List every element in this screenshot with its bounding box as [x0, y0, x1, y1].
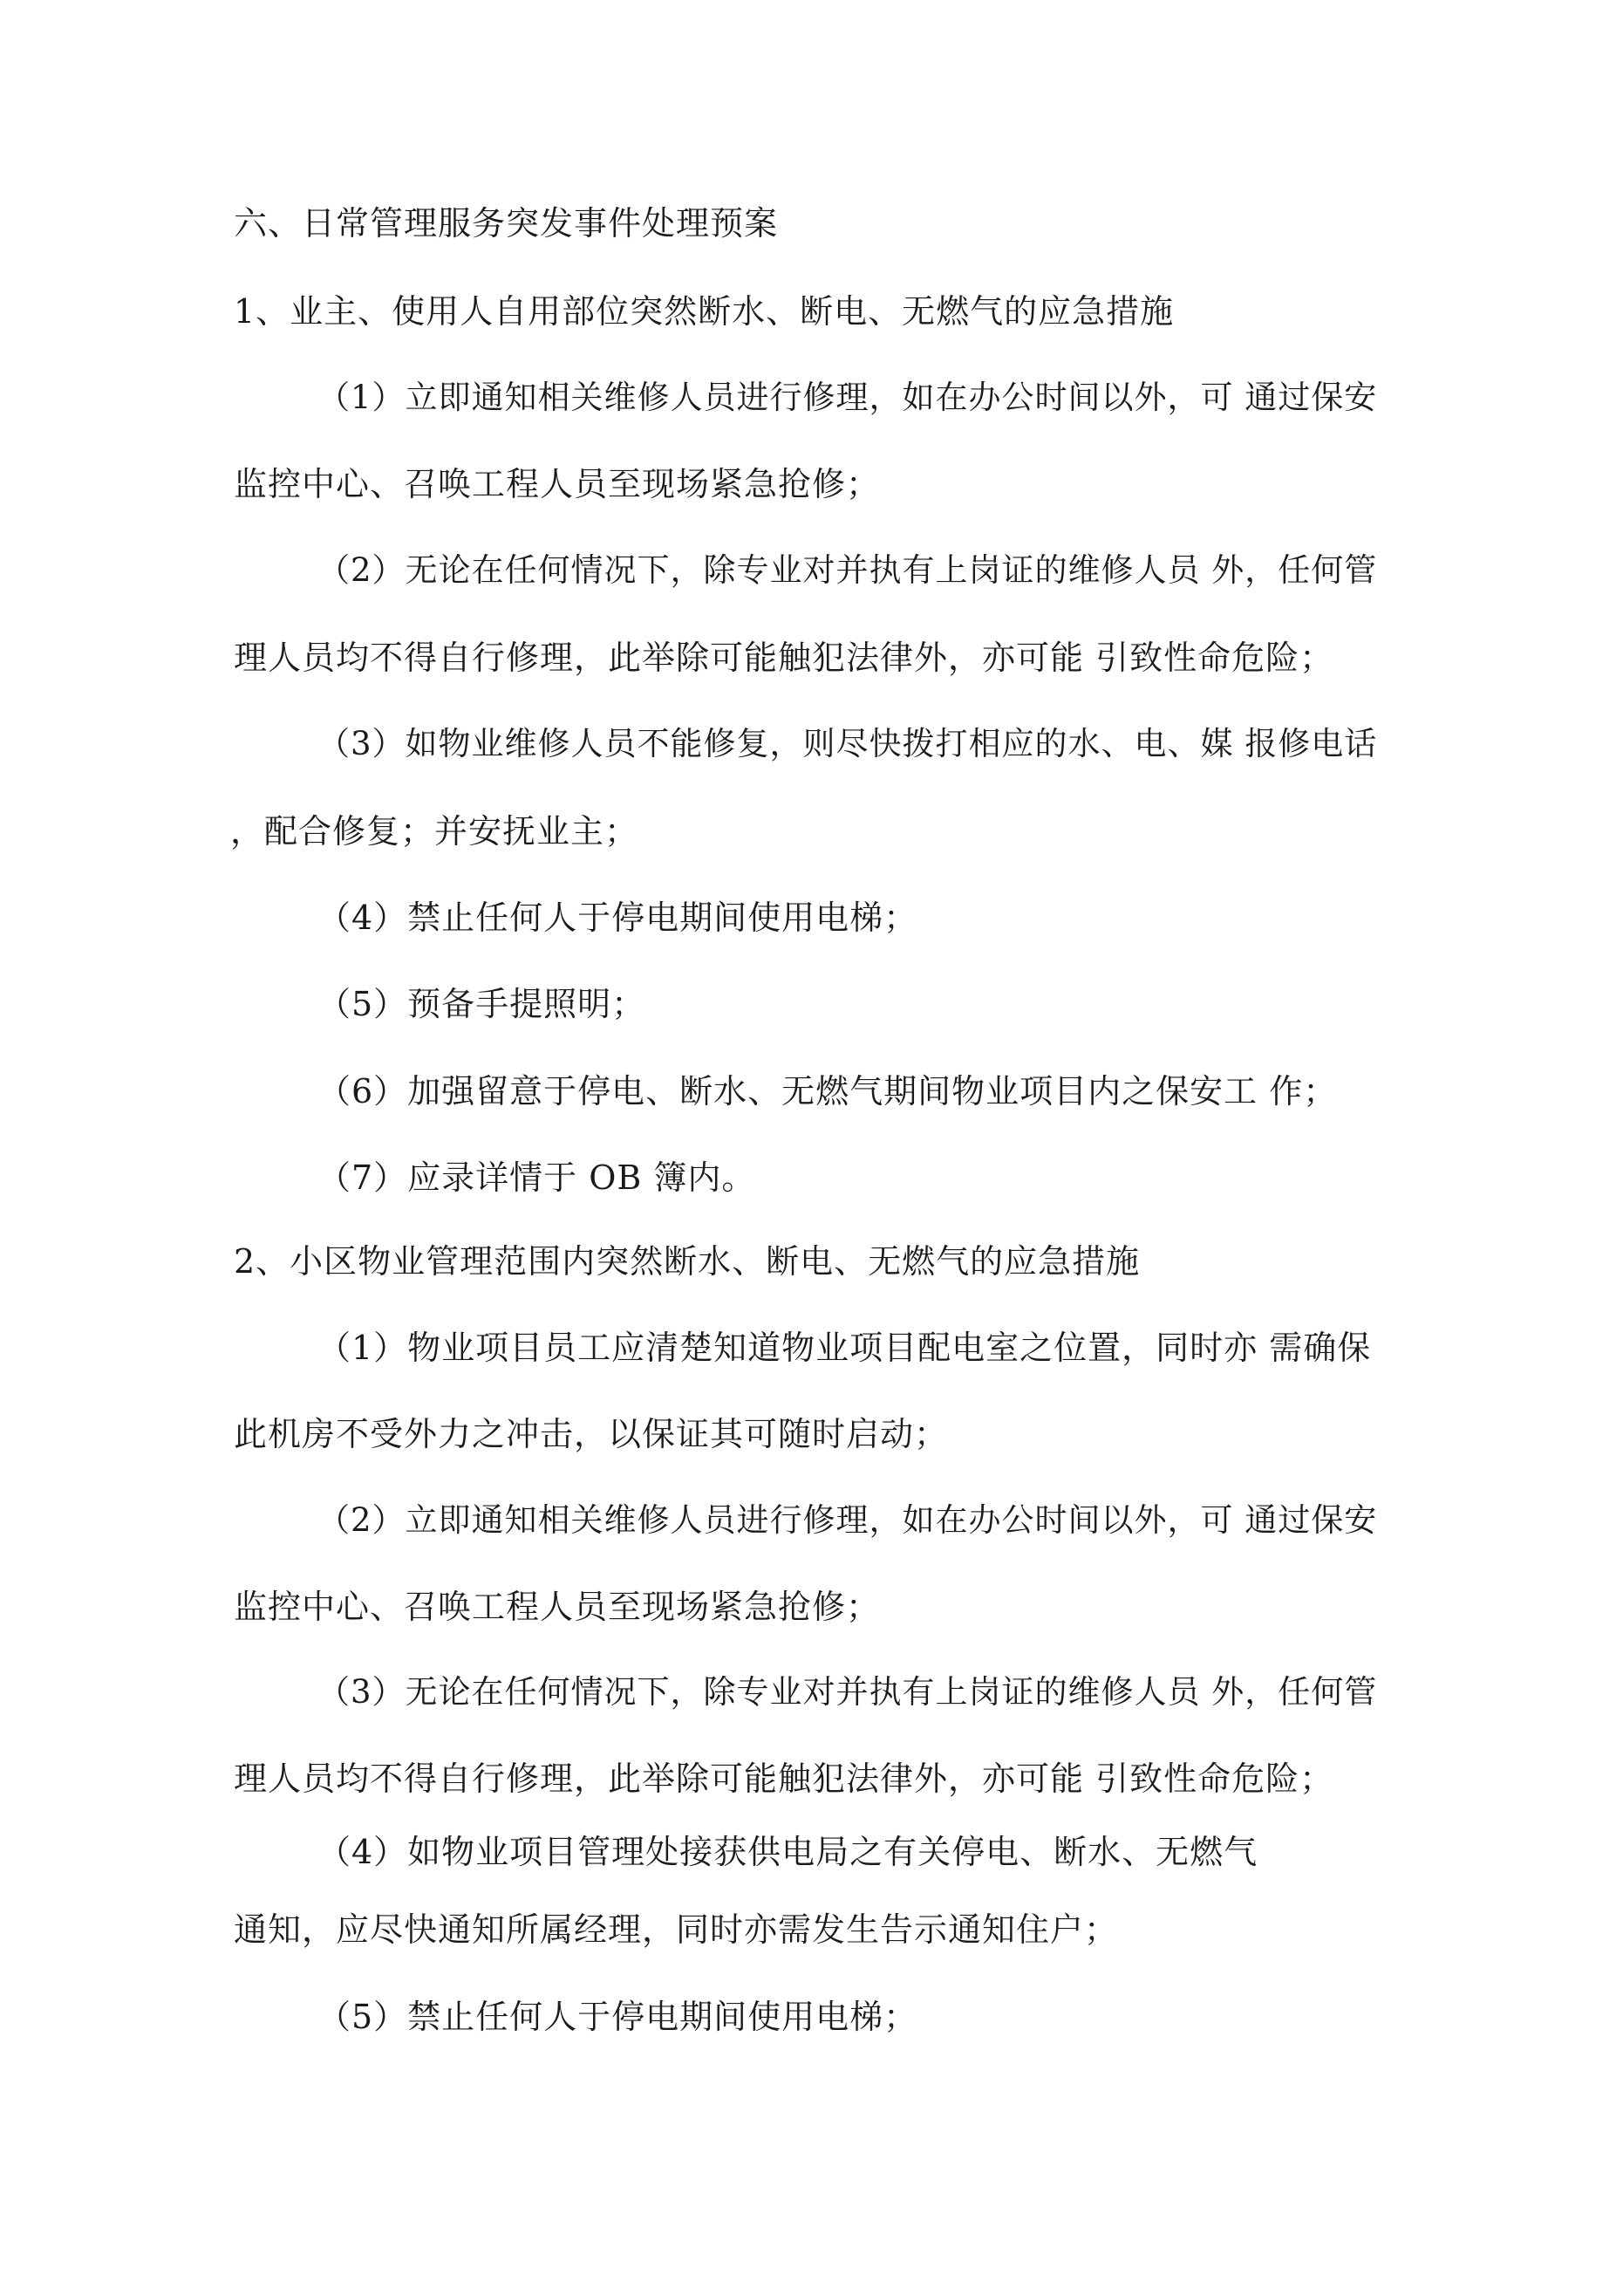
- section1-item3-line1: （3）如物业维修人员不能修复，则尽快拨打相应的水、电、媒 报修电话: [317, 725, 1378, 762]
- section2-item2-line1: （2）立即通知相关维修人员进行修理，如在办公时间以外，可 通过保安: [317, 1501, 1378, 1539]
- section1-item1-line1: （1）立即通知相关维修人员进行修理，如在办公时间以外，可 通过保安: [317, 379, 1378, 416]
- section2-item5: （5）禁止任何人于停电期间使用电梯；: [317, 1998, 918, 2036]
- section2-item1-line2: 此机房不受外力之冲击，以保证其可随时启动；: [234, 1415, 949, 1453]
- section2-item4-line2: 通知，应尽快通知所属经理，同时亦需发生告示通知住户；: [234, 1910, 1119, 1949]
- section-heading: 六、日常管理服务突发事件处理预案: [234, 204, 779, 243]
- section1-item2-line2: 理人员均不得自行修理，此举除可能触犯法律外，亦可能 引致性命危险；: [234, 639, 1334, 677]
- section2-item2-line2: 监控中心、召唤工程人员至现场紧急抢修；: [234, 1588, 881, 1626]
- section2-item3-line1: （3）无论在任何情况下，除专业对并执有上岗证的维修人员 外，任何管: [317, 1673, 1378, 1711]
- section1-item3-line2: ，配合修复；并安抚业主；: [230, 812, 639, 851]
- section1-item6: （6）加强留意于停电、断水、无燃气期间物业项目内之保安工 作；: [317, 1072, 1338, 1110]
- section1-title: 1、业主、使用人自用部位突然断水、断电、无燃气的应急措施: [234, 292, 1175, 331]
- section1-item4: （4）禁止任何人于停电期间使用电梯；: [317, 899, 918, 937]
- section2-item4-line1: （4）如物业项目管理处接获供电局之有关停电、断水、无燃气: [317, 1833, 1258, 1871]
- section1-item7: （7）应录详情于 OB 簿内。: [317, 1158, 756, 1197]
- section1-item2-line1: （2）无论在任何情况下，除专业对并执有上岗证的维修人员 外，任何管: [317, 551, 1378, 589]
- section2-item3-line2: 理人员均不得自行修理，此举除可能触犯法律外，亦可能 引致性命危险；: [234, 1760, 1334, 1798]
- section1-item1-line2: 监控中心、召唤工程人员至现场紧急抢修；: [234, 465, 881, 503]
- section2-item1-line1: （1）物业项目员工应清楚知道物业项目配电室之位置，同时亦 需确保: [317, 1329, 1372, 1367]
- section1-item5: （5）预备手提照明；: [317, 985, 646, 1023]
- section2-title: 2、小区物业管理范围内突然断水、断电、无燃气的应急措施: [234, 1242, 1141, 1281]
